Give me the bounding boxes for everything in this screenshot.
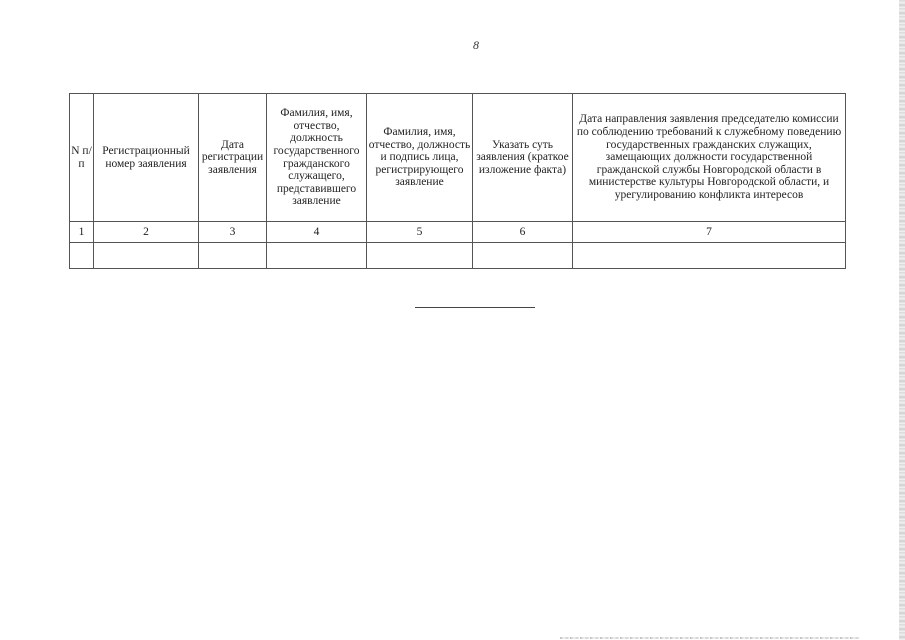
table-cell — [70, 243, 94, 269]
table-cell — [367, 243, 473, 269]
column-number: 2 — [94, 222, 199, 243]
scan-bottom-artifact — [560, 637, 860, 639]
header-registration-date: Дата регистрации заявления — [199, 94, 267, 222]
header-row — [70, 94, 846, 222]
column-number: 6 — [473, 222, 573, 243]
column-number: 5 — [367, 222, 473, 243]
table-cell — [199, 243, 267, 269]
table-cell — [94, 243, 199, 269]
column-number: 7 — [573, 222, 846, 243]
table-cell — [267, 243, 367, 269]
column-number-row — [70, 222, 846, 243]
header-registration-number: Регистрационный номер заявления — [94, 94, 199, 222]
column-number: 1 — [70, 222, 94, 243]
column-number: 4 — [267, 222, 367, 243]
register-table — [69, 93, 846, 269]
table-row — [70, 243, 846, 269]
table-cell — [473, 243, 573, 269]
header-applicant: Фамилия, имя, отчество, должность государственного гражданского служащего, представившего заявление — [267, 94, 367, 222]
page-number: 8 — [473, 38, 479, 52]
header-essence: Указать суть заявления (краткое изложение факта) — [473, 94, 573, 222]
header-registrar: Фамилия, имя, отчество, должность и подпись лица, регистрирующего заявление — [367, 94, 473, 222]
end-divider-line — [415, 307, 535, 308]
column-number: 3 — [199, 222, 267, 243]
table-cell — [573, 243, 846, 269]
scan-edge-artifact — [899, 0, 905, 640]
header-number: N п/п — [70, 94, 94, 222]
header-referral-date: Дата направления заявления председателю комиссии по соблюдению требований к служебному поведению государственных гражданских служащих, замещающих должности государственной гражданской службы Новгородской области в министерстве культуры Новгородской области, и урегулированию конфликта интересов — [573, 94, 846, 222]
